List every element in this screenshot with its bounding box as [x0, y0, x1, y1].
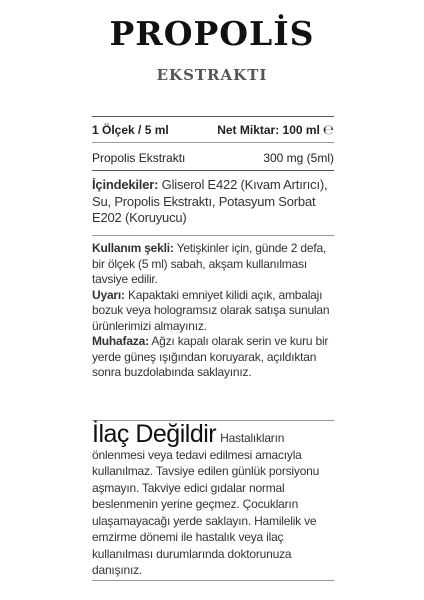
- ingredients-text: Gliserol E422 (Kıvam Artırıcı), Su, Propolis Ekstraktı, Potasyum Sorbat E202 (Koruyucu): [92, 177, 328, 225]
- warning-label: Uyarı:: [92, 287, 125, 302]
- product-title: PROPOLİS: [109, 14, 315, 53]
- usage-label: Kullanım şekli:: [92, 241, 174, 255]
- usage-text: Yetişkinler için, günde 2 defa, bir ölçek (5 ml) sabah, akşam kullanılması tavsiye edilir.: [92, 241, 327, 286]
- warning-paragraph: [92, 288, 334, 335]
- serving-size: 1 Ölçek / 5 ml: [92, 123, 169, 137]
- usage-section: [92, 241, 334, 381]
- product-subtitle: EKSTRAKTI: [156, 66, 268, 84]
- divider-bottom: [92, 580, 334, 581]
- divider-top: [92, 116, 334, 117]
- storage-paragraph: [92, 334, 334, 381]
- divider-table-bottom: [92, 170, 334, 171]
- product-amount: 300 mg (5ml): [263, 151, 334, 165]
- disclaimer-text: Hastalıkların önlenmesi veya tedavi edilmesi amacıyla kullanılmaz. Tavsiye edilen günlük porsiyonu aşmayın. Takviye edici gıdalar normal beslenmenin yerine geçmez. Çocukların ulaşamayacağı yerde saklayın. Hamilelik ve emzirme dönemi ile hastalık veya ilaç kullanılması durumlarında doktorunuza danışınız.: [92, 431, 320, 577]
- usage-paragraph: [92, 241, 334, 288]
- ingredients: [92, 177, 334, 227]
- divider-ingredients: [92, 235, 334, 236]
- not-medicine-heading: İlaç Değildir: [92, 420, 217, 448]
- disclaimer: [92, 420, 334, 579]
- warning-text: Kapaktaki emniyet kilidi açık, ambalajı bozuk veya hologramsız olarak satışa sunulan ürünlerimizi almayınız.: [92, 287, 330, 333]
- estimated-sign-icon: ℮: [322, 123, 334, 138]
- ingredients-label: İçindekiler:: [92, 177, 159, 192]
- net-quantity: Net Miktar: 100 ml ℮: [217, 123, 334, 138]
- storage-label: Muhafaza:: [92, 334, 149, 348]
- storage-text: Ağzı kapalı olarak serin ve kuru bir yerde güneş ışığından koruyarak, açıldıktan sonra buzdolabında saklayınız.: [92, 334, 329, 379]
- product-name: Propolis Ekstraktı: [92, 151, 186, 165]
- divider-row: [92, 142, 334, 143]
